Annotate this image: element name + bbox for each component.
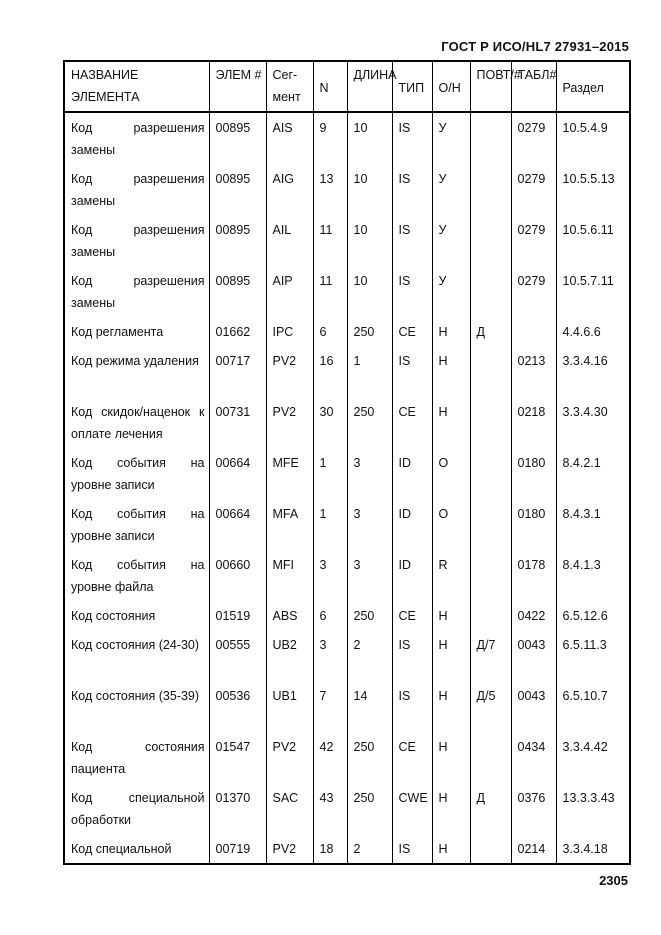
cell-repeat xyxy=(470,550,511,601)
cell-n: 3 xyxy=(313,630,347,681)
cell-table-number: 0178 xyxy=(511,550,556,601)
cell-optionality: R xyxy=(432,550,470,601)
cell-segment: AIL xyxy=(266,215,313,266)
col-header-optionality: О/Н xyxy=(432,61,470,112)
cell-section: 6.5.10.7 xyxy=(556,681,630,732)
table-header-row xyxy=(64,61,630,112)
col-header-n: N xyxy=(313,61,347,112)
cell-type: CWE xyxy=(392,783,432,834)
cell-elem-number: 01519 xyxy=(209,601,266,630)
cell-repeat xyxy=(470,732,511,783)
cell-type: ID xyxy=(392,550,432,601)
table-row xyxy=(64,317,630,346)
cell-elem-number: 00536 xyxy=(209,681,266,732)
cell-element-name: Код разрешения замены xyxy=(64,164,209,215)
cell-segment: SAC xyxy=(266,783,313,834)
cell-optionality: Н xyxy=(432,397,470,448)
cell-section: 4.4.6.6 xyxy=(556,317,630,346)
cell-optionality: У xyxy=(432,112,470,164)
cell-element-name: Код состояния (35-39) xyxy=(64,681,209,732)
cell-length: 2 xyxy=(347,834,392,864)
cell-segment: MFI xyxy=(266,550,313,601)
cell-table-number: 0043 xyxy=(511,681,556,732)
cell-elem-number: 00895 xyxy=(209,215,266,266)
table-row xyxy=(64,448,630,499)
cell-repeat xyxy=(470,834,511,864)
cell-table-number: 0279 xyxy=(511,112,556,164)
cell-optionality: Н xyxy=(432,681,470,732)
cell-type: ID xyxy=(392,499,432,550)
cell-elem-number: 00895 xyxy=(209,266,266,317)
cell-type: CE xyxy=(392,317,432,346)
cell-element-name: Код разрешения замены xyxy=(64,266,209,317)
cell-type: IS xyxy=(392,266,432,317)
cell-section: 8.4.1.3 xyxy=(556,550,630,601)
cell-n: 18 xyxy=(313,834,347,864)
cell-optionality: Н xyxy=(432,601,470,630)
cell-table-number: 0218 xyxy=(511,397,556,448)
cell-section: 10.5.7.11 xyxy=(556,266,630,317)
table-row xyxy=(64,499,630,550)
cell-type: IS xyxy=(392,346,432,397)
cell-repeat xyxy=(470,601,511,630)
col-header-segment: Сег- мент xyxy=(266,61,313,112)
cell-type: CE xyxy=(392,397,432,448)
standard-header: ГОСТ Р ИСО/HL7 27931–2015 xyxy=(441,39,629,54)
cell-optionality: Н xyxy=(432,834,470,864)
cell-optionality: Н xyxy=(432,346,470,397)
cell-segment: IPC xyxy=(266,317,313,346)
cell-table-number: 0376 xyxy=(511,783,556,834)
cell-elem-number: 00895 xyxy=(209,112,266,164)
cell-repeat xyxy=(470,397,511,448)
cell-section: 8.4.2.1 xyxy=(556,448,630,499)
table-row xyxy=(64,834,630,864)
col-header-name: НАЗВАНИЕ ЭЛЕМЕНТА xyxy=(64,61,209,112)
cell-elem-number: 00664 xyxy=(209,448,266,499)
cell-n: 30 xyxy=(313,397,347,448)
cell-repeat xyxy=(470,448,511,499)
cell-length: 10 xyxy=(347,266,392,317)
cell-elem-number: 01547 xyxy=(209,732,266,783)
col-header-type: ТИП xyxy=(392,61,432,112)
cell-segment: UB2 xyxy=(266,630,313,681)
cell-element-name: Код режима удаления xyxy=(64,346,209,397)
cell-elem-number: 00664 xyxy=(209,499,266,550)
table-row xyxy=(64,732,630,783)
cell-segment: AIS xyxy=(266,112,313,164)
cell-repeat: Д/7 xyxy=(470,630,511,681)
cell-section: 3.3.4.16 xyxy=(556,346,630,397)
cell-length: 250 xyxy=(347,601,392,630)
cell-section: 13.3.3.43 xyxy=(556,783,630,834)
cell-element-name: Код разрешения замены xyxy=(64,215,209,266)
cell-n: 3 xyxy=(313,550,347,601)
cell-elem-number: 00731 xyxy=(209,397,266,448)
cell-n: 7 xyxy=(313,681,347,732)
cell-repeat: Д xyxy=(470,783,511,834)
cell-optionality: У xyxy=(432,215,470,266)
cell-length: 14 xyxy=(347,681,392,732)
cell-table-number: 0043 xyxy=(511,630,556,681)
cell-section: 10.5.4.9 xyxy=(556,112,630,164)
cell-element-name: Код специальной обработки xyxy=(64,783,209,834)
cell-type: IS xyxy=(392,164,432,215)
cell-type: IS xyxy=(392,681,432,732)
cell-repeat: Д xyxy=(470,317,511,346)
table-row xyxy=(64,215,630,266)
cell-section: 6.5.11.3 xyxy=(556,630,630,681)
cell-n: 42 xyxy=(313,732,347,783)
cell-type: CE xyxy=(392,601,432,630)
cell-length: 1 xyxy=(347,346,392,397)
cell-segment: MFE xyxy=(266,448,313,499)
cell-elem-number: 00719 xyxy=(209,834,266,864)
cell-n: 9 xyxy=(313,112,347,164)
cell-type: ID xyxy=(392,448,432,499)
cell-section: 6.5.12.6 xyxy=(556,601,630,630)
cell-optionality: У xyxy=(432,266,470,317)
col-header-repeat: ПОВТ/# xyxy=(470,61,511,112)
cell-repeat xyxy=(470,164,511,215)
cell-type: CE xyxy=(392,732,432,783)
cell-segment: ABS xyxy=(266,601,313,630)
cell-optionality: Н xyxy=(432,783,470,834)
cell-n: 6 xyxy=(313,317,347,346)
col-header-length: ДЛИНА xyxy=(347,61,392,112)
cell-section: 10.5.6.11 xyxy=(556,215,630,266)
cell-table-number xyxy=(511,317,556,346)
cell-type: IS xyxy=(392,112,432,164)
table-row xyxy=(64,112,630,164)
cell-elem-number: 00660 xyxy=(209,550,266,601)
data-elements-table xyxy=(63,60,631,865)
cell-type: IS xyxy=(392,630,432,681)
cell-segment: MFA xyxy=(266,499,313,550)
cell-length: 250 xyxy=(347,397,392,448)
cell-segment: AIG xyxy=(266,164,313,215)
cell-n: 11 xyxy=(313,266,347,317)
cell-n: 16 xyxy=(313,346,347,397)
cell-repeat xyxy=(470,112,511,164)
col-header-section: Раздел xyxy=(556,61,630,112)
table-row xyxy=(64,783,630,834)
cell-section: 8.4.3.1 xyxy=(556,499,630,550)
cell-length: 3 xyxy=(347,550,392,601)
table-row xyxy=(64,630,630,681)
table-row xyxy=(64,550,630,601)
cell-table-number: 0422 xyxy=(511,601,556,630)
cell-section: 3.3.4.42 xyxy=(556,732,630,783)
cell-element-name: Код события на уровне записи xyxy=(64,499,209,550)
cell-n: 1 xyxy=(313,448,347,499)
cell-length: 2 xyxy=(347,630,392,681)
table-row xyxy=(64,681,630,732)
cell-n: 1 xyxy=(313,499,347,550)
cell-table-number: 0213 xyxy=(511,346,556,397)
cell-element-name: Код скидок/наценок к оплате лечения xyxy=(64,397,209,448)
cell-n: 11 xyxy=(313,215,347,266)
cell-repeat: Д/5 xyxy=(470,681,511,732)
cell-segment: UB1 xyxy=(266,681,313,732)
cell-repeat xyxy=(470,346,511,397)
cell-table-number: 0279 xyxy=(511,266,556,317)
cell-table-number: 0180 xyxy=(511,499,556,550)
cell-element-name: Код события на уровне файла xyxy=(64,550,209,601)
cell-segment: PV2 xyxy=(266,397,313,448)
cell-length: 250 xyxy=(347,732,392,783)
cell-optionality: У xyxy=(432,164,470,215)
cell-element-name: Код состояния пациента xyxy=(64,732,209,783)
cell-table-number: 0279 xyxy=(511,215,556,266)
cell-segment: PV2 xyxy=(266,732,313,783)
cell-length: 10 xyxy=(347,112,392,164)
col-header-table: ТАБЛ# xyxy=(511,61,556,112)
cell-optionality: Н xyxy=(432,732,470,783)
table-row xyxy=(64,164,630,215)
cell-element-name: Код регламента xyxy=(64,317,209,346)
cell-segment: PV2 xyxy=(266,346,313,397)
cell-elem-number: 01370 xyxy=(209,783,266,834)
cell-repeat xyxy=(470,499,511,550)
table-row xyxy=(64,266,630,317)
cell-length: 3 xyxy=(347,448,392,499)
cell-segment: PV2 xyxy=(266,834,313,864)
cell-n: 43 xyxy=(313,783,347,834)
cell-length: 250 xyxy=(347,783,392,834)
cell-table-number: 0434 xyxy=(511,732,556,783)
cell-optionality: Н xyxy=(432,630,470,681)
page-number: 2305 xyxy=(599,873,628,888)
cell-type: IS xyxy=(392,215,432,266)
cell-table-number: 0180 xyxy=(511,448,556,499)
cell-elem-number: 00717 xyxy=(209,346,266,397)
cell-element-name: Код состояния (24-30) xyxy=(64,630,209,681)
cell-section: 3.3.4.18 xyxy=(556,834,630,864)
cell-type: IS xyxy=(392,834,432,864)
cell-n: 6 xyxy=(313,601,347,630)
cell-elem-number: 01662 xyxy=(209,317,266,346)
cell-segment: AIP xyxy=(266,266,313,317)
cell-repeat xyxy=(470,266,511,317)
cell-table-number: 0279 xyxy=(511,164,556,215)
table-row xyxy=(64,397,630,448)
table-row xyxy=(64,601,630,630)
cell-element-name: Код события на уровне записи xyxy=(64,448,209,499)
cell-section: 10.5.5.13 xyxy=(556,164,630,215)
col-header-elem: ЭЛЕМ # xyxy=(209,61,266,112)
cell-section: 3.3.4.30 xyxy=(556,397,630,448)
cell-elem-number: 00555 xyxy=(209,630,266,681)
cell-repeat xyxy=(470,215,511,266)
cell-optionality: О xyxy=(432,499,470,550)
cell-length: 10 xyxy=(347,215,392,266)
cell-n: 13 xyxy=(313,164,347,215)
cell-element-name: Код разрешения замены xyxy=(64,112,209,164)
cell-table-number: 0214 xyxy=(511,834,556,864)
cell-element-name: Код состояния xyxy=(64,601,209,630)
cell-length: 3 xyxy=(347,499,392,550)
cell-length: 10 xyxy=(347,164,392,215)
cell-element-name: Код специальной xyxy=(64,834,209,864)
cell-length: 250 xyxy=(347,317,392,346)
cell-optionality: Н xyxy=(432,317,470,346)
cell-elem-number: 00895 xyxy=(209,164,266,215)
table-row xyxy=(64,346,630,397)
cell-optionality: О xyxy=(432,448,470,499)
